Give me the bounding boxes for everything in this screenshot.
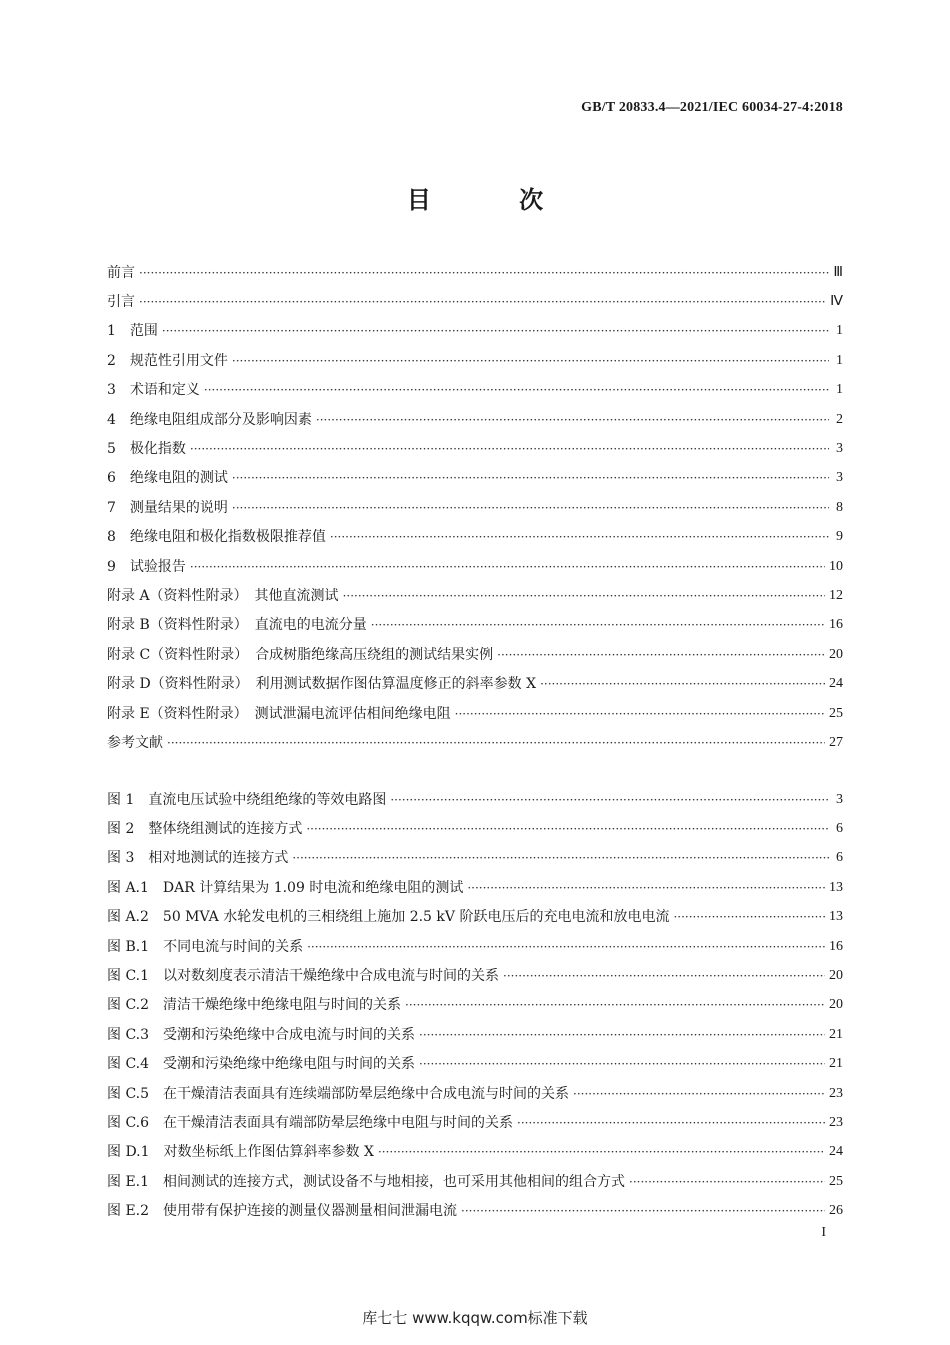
figure-entry-label: 图 C.2 清洁干燥绝缘中绝缘电阻与时间的关系 — [107, 997, 402, 1014]
toc-entry-page: 10 — [829, 558, 843, 574]
toc-entry-page: 12 — [829, 587, 843, 603]
figure-entry-label: 图 C.3 受潮和污染绝缘中合成电流与时间的关系 — [107, 1026, 416, 1043]
toc-entry-label: 7 测量结果的说明 — [107, 499, 228, 516]
figure-entry[interactable] — [107, 873, 843, 902]
dot-leader — [167, 737, 825, 749]
toc-entry[interactable] — [107, 464, 843, 493]
figure-entry-page: 23 — [829, 1114, 843, 1130]
figure-entry-page: 6 — [836, 850, 843, 866]
dot-leader — [232, 502, 829, 514]
dot-leader — [573, 1088, 825, 1100]
figure-entry[interactable] — [107, 1020, 843, 1049]
toc-entry-label: 参考文献 — [107, 734, 163, 751]
toc-entry-label: 前言 — [107, 264, 135, 281]
page-number: I — [821, 1225, 826, 1240]
toc-entry[interactable] — [107, 434, 843, 463]
toc-entry-label: 2 规范性引用文件 — [107, 352, 228, 369]
dot-leader — [378, 1146, 825, 1158]
dot-leader — [316, 414, 829, 426]
toc-entry-label: 5 极化指数 — [107, 441, 186, 458]
figure-entry-label: 图 E.1 相间测试的连接方式，测试设备不与地相接，也可采用其他相间的组合方式 — [107, 1173, 626, 1190]
toc-entry-label: 附录 B（资料性附录） 直流电的电流分量 — [107, 617, 367, 634]
toc-entry-page: 3 — [836, 470, 843, 486]
dot-leader — [419, 1029, 825, 1041]
toc-entry[interactable] — [107, 669, 843, 698]
dot-leader — [419, 1058, 825, 1070]
dot-leader — [162, 325, 829, 337]
toc-entry-page: 16 — [829, 617, 843, 633]
toc-entry-page: Ⅲ — [833, 264, 843, 280]
figure-entry-label: 图 E.2 使用带有保护连接的测量仪器测量相间泄漏电流 — [107, 1203, 458, 1220]
toc-entry-label: 1 范围 — [107, 323, 158, 340]
toc-entry-label: 8 绝缘电阻和极化指数极限推荐值 — [107, 529, 326, 546]
dot-leader — [306, 823, 829, 835]
toc-entry-page: 9 — [836, 529, 843, 545]
figure-entry[interactable] — [107, 903, 843, 932]
dot-leader — [343, 590, 825, 602]
figure-entry-label: 图 A.1 DAR 计算结果为 1.09 时电流和绝缘电阻的测试 — [107, 879, 464, 896]
dot-leader — [330, 531, 829, 543]
toc-entry-label: 附录 C（资料性附录） 合成树脂绝缘高压绕组的测试结果实例 — [107, 646, 494, 663]
dot-leader — [371, 619, 825, 631]
toc-entry[interactable] — [107, 611, 843, 640]
figure-entry[interactable] — [107, 1167, 843, 1196]
dot-leader — [673, 911, 825, 923]
figure-entry-label: 图 C.5 在干燥清洁表面具有连续端部防晕层绝缘中合成电流与时间的关系 — [107, 1085, 570, 1102]
toc-entry[interactable] — [107, 552, 843, 581]
figure-entry-page: 23 — [829, 1085, 843, 1101]
figure-entry[interactable] — [107, 932, 843, 961]
figure-entry[interactable] — [107, 1079, 843, 1108]
toc-entry-page: 20 — [829, 646, 843, 662]
toc-entry-page: 1 — [836, 323, 843, 339]
figure-entry-label: 图 C.6 在干燥清洁表面具有端部防晕层绝缘中电阻与时间的关系 — [107, 1114, 514, 1131]
page-title: 目 次 — [406, 186, 584, 214]
figure-entry[interactable] — [107, 991, 843, 1020]
figure-entry-page: 21 — [829, 1026, 843, 1042]
figure-entry-page: 13 — [829, 909, 843, 925]
dot-leader — [292, 852, 829, 864]
dot-leader — [204, 384, 829, 396]
toc-entry[interactable] — [107, 493, 843, 522]
toc-entry-label: 引言 — [107, 294, 135, 311]
toc-entry[interactable] — [107, 581, 843, 610]
toc-entry[interactable] — [107, 728, 843, 757]
toc-entry-label: 附录 A（资料性附录） 其他直流测试 — [107, 587, 339, 604]
toc-entry-label: 9 试验报告 — [107, 558, 186, 575]
toc-entry-page: 1 — [836, 352, 843, 368]
toc-entry-label: 附录 D（资料性附录） 利用测试数据作图估算温度修正的斜率参数 X — [107, 676, 537, 693]
dot-leader — [190, 443, 829, 455]
toc-entry[interactable] — [107, 258, 843, 287]
dot-leader — [232, 355, 829, 367]
figure-entry[interactable] — [107, 785, 843, 814]
dot-leader — [540, 678, 825, 690]
figure-entry-label: 图 C.1 以对数刻度表示清洁干燥绝缘中合成电流与时间的关系 — [107, 968, 500, 985]
toc-entry[interactable] — [107, 317, 843, 346]
table-of-contents — [107, 258, 843, 758]
figure-entry-label: 图 D.1 对数坐标纸上作图估算斜率参数 X — [107, 1144, 374, 1161]
dot-leader — [461, 1205, 825, 1217]
dot-leader — [405, 999, 825, 1011]
toc-entry[interactable] — [107, 287, 843, 316]
toc-entry-label: 3 术语和定义 — [107, 382, 200, 399]
dot-leader — [307, 941, 825, 953]
toc-entry[interactable] — [107, 376, 843, 405]
figure-entry-page: 20 — [829, 997, 843, 1013]
figure-entry-page: 24 — [829, 1144, 843, 1160]
dot-leader — [629, 1176, 825, 1188]
figure-entry[interactable] — [107, 1196, 843, 1225]
toc-entry-page: 1 — [836, 382, 843, 398]
figure-entry-page: 20 — [829, 968, 843, 984]
toc-entry[interactable] — [107, 405, 843, 434]
footer-watermark: 库七七 www.kqqw.com标准下载 — [362, 1309, 588, 1327]
dot-leader — [467, 882, 825, 894]
toc-entry[interactable] — [107, 346, 843, 375]
figure-entry-page: 13 — [829, 879, 843, 895]
toc-entry-page: 2 — [836, 411, 843, 427]
toc-entry-label: 4 绝缘电阻组成部分及影响因素 — [107, 411, 312, 428]
toc-entry-page: 25 — [829, 705, 843, 721]
toc-entry-page: Ⅳ — [830, 294, 843, 310]
figure-entry[interactable] — [107, 1050, 843, 1079]
figure-entry-page: 16 — [829, 938, 843, 954]
figure-entry-page: 25 — [829, 1173, 843, 1189]
toc-entry-page: 27 — [829, 734, 843, 750]
dot-leader — [390, 794, 829, 806]
list-of-figures — [107, 785, 843, 1226]
figure-entry-label: 图 2 整体绕组测试的连接方式 — [107, 821, 303, 838]
figure-entry-label: 图 1 直流电压试验中绕组绝缘的等效电路图 — [107, 791, 387, 808]
figure-entry-page: 6 — [836, 821, 843, 837]
dot-leader — [232, 472, 829, 484]
figure-entry-label: 图 A.2 50 MVA 水轮发电机的三相绕组上施加 2.5 kV 阶跃电压后的充电电流和放电电流 — [107, 909, 670, 926]
figure-entry[interactable] — [107, 1138, 843, 1167]
figure-entry[interactable] — [107, 844, 843, 873]
figure-entry-label: 图 B.1 不同电流与时间的关系 — [107, 938, 304, 955]
toc-entry-page: 3 — [836, 441, 843, 457]
dot-leader — [139, 267, 829, 279]
dot-leader — [517, 1117, 825, 1129]
figure-entry[interactable] — [107, 814, 843, 843]
toc-entry-page: 24 — [829, 676, 843, 692]
toc-entry-label: 6 绝缘电阻的测试 — [107, 470, 228, 487]
figure-entry-page: 3 — [836, 791, 843, 807]
toc-entry[interactable] — [107, 523, 843, 552]
figure-entry-label: 图 3 相对地测试的连接方式 — [107, 850, 289, 867]
dot-leader — [190, 561, 825, 573]
toc-entry-page: 8 — [836, 499, 843, 515]
toc-entry[interactable] — [107, 640, 843, 669]
figure-entry-page: 21 — [829, 1056, 843, 1072]
toc-entry-label: 附录 E（资料性附录） 测试泄漏电流评估相间绝缘电阻 — [107, 705, 451, 722]
dot-leader — [503, 970, 825, 982]
toc-entry[interactable] — [107, 699, 843, 728]
figure-entry-page: 26 — [829, 1203, 843, 1219]
dot-leader — [455, 708, 825, 720]
figure-entry[interactable] — [107, 961, 843, 990]
standard-code: GB/T 20833.4—2021/IEC 60034-27-4:2018 — [581, 100, 843, 115]
figure-entry-label: 图 C.4 受潮和污染绝缘中绝缘电阻与时间的关系 — [107, 1056, 416, 1073]
dot-leader — [139, 296, 826, 308]
dot-leader — [497, 649, 825, 661]
figure-entry[interactable] — [107, 1108, 843, 1137]
